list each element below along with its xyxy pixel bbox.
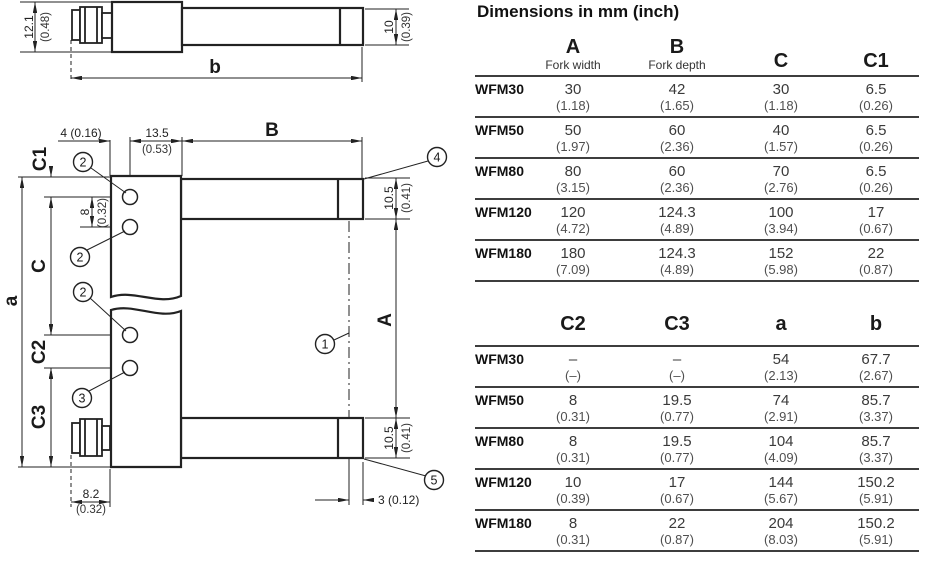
column-header	[625, 36, 729, 76]
value-mm: 144	[768, 474, 794, 491]
value-mm: 70	[772, 163, 790, 180]
dim-C3-label: C3	[29, 404, 50, 430]
dimension-cell	[833, 240, 919, 281]
value-mm: 80	[564, 163, 582, 180]
value-inch: (1.97)	[556, 139, 590, 154]
dim-C1-label: C1	[30, 146, 51, 172]
dimension-cell	[521, 117, 625, 158]
value-mm: 152	[768, 245, 794, 262]
dim-b-label: b	[209, 57, 221, 78]
dimensions-table-upper	[475, 36, 919, 282]
column-header	[625, 313, 729, 346]
value-inch: (5.98)	[764, 262, 798, 277]
value-mm: 85.7	[861, 392, 891, 409]
value-mm: 120	[560, 204, 586, 221]
dimension-cell	[833, 346, 919, 387]
dimension-cell	[521, 158, 625, 199]
column-header	[729, 313, 833, 346]
table-header-row	[475, 313, 919, 346]
value-inch: (3.37)	[859, 409, 893, 424]
column-header	[521, 313, 625, 346]
fork-body	[111, 176, 181, 467]
value-mm: 6.5	[865, 163, 887, 180]
value-inch: (4.72)	[556, 221, 590, 236]
dim-8-inch: (0.32)	[97, 197, 109, 229]
dimension-cell	[625, 469, 729, 510]
value-inch: (1.65)	[660, 98, 694, 113]
model-label: WFM80	[475, 428, 521, 469]
dimension-cell	[521, 469, 625, 510]
dimension-cell	[625, 428, 729, 469]
dim-13-5-inch: (0.53)	[141, 144, 173, 156]
value-mm: 6.5	[865, 122, 887, 139]
dimension-cell	[521, 428, 625, 469]
dim-12-1-inch: (0.48)	[40, 11, 52, 43]
value-inch: (7.09)	[556, 262, 590, 277]
dimension-cell	[729, 510, 833, 551]
dim-10-5-bottom-mm: 10.5	[382, 426, 396, 450]
value-mm: 10	[564, 474, 582, 491]
value-mm: 6.5	[865, 81, 887, 98]
dimension-cell	[729, 346, 833, 387]
column-header-label: C2	[560, 313, 586, 335]
value-inch: (0.87)	[859, 262, 893, 277]
dimension-cell	[729, 428, 833, 469]
dim-a-label: a	[1, 295, 22, 307]
value-mm: 8	[568, 392, 578, 409]
value-inch: (0.31)	[556, 450, 590, 465]
value-inch: (1.57)	[764, 139, 798, 154]
value-inch: (2.13)	[764, 368, 798, 383]
dim-10-mm: 10	[382, 20, 396, 34]
column-header-label: A	[565, 36, 581, 58]
column-header-label: C1	[863, 50, 889, 72]
dimension-cell	[521, 240, 625, 281]
value-inch: (0.31)	[556, 409, 590, 424]
connector-front	[72, 419, 110, 456]
callout-2-bottom: 2	[79, 285, 87, 300]
value-mm: 19.5	[662, 392, 692, 409]
dim-10-inch: (0.39)	[401, 11, 413, 43]
table-row	[475, 510, 919, 551]
column-header-label: C	[773, 50, 789, 72]
table-row	[475, 117, 919, 158]
dimension-cell	[625, 199, 729, 240]
dimension-cell	[625, 510, 729, 551]
connector-side	[72, 7, 112, 43]
column-header-label: b	[869, 313, 883, 335]
value-mm: 8	[568, 433, 578, 450]
value-inch: (4.89)	[660, 221, 694, 236]
column-header	[833, 313, 919, 346]
dim-10-5-bottom-inch: (0.41)	[401, 422, 413, 454]
table-row	[475, 428, 919, 469]
value-inch: (5.91)	[859, 491, 893, 506]
value-mm: 17	[867, 204, 885, 221]
value-mm: 204	[768, 515, 794, 532]
dimension-cell	[625, 76, 729, 117]
value-mm: 67.7	[861, 351, 891, 368]
value-inch: (0.31)	[556, 532, 590, 547]
value-inch: (2.91)	[764, 409, 798, 424]
value-inch: (1.18)	[764, 98, 798, 113]
value-inch: (0.26)	[859, 139, 893, 154]
dimension-cell	[625, 158, 729, 199]
value-inch: (–)	[669, 368, 685, 383]
dimension-cell	[833, 428, 919, 469]
column-header-label: C3	[664, 313, 690, 335]
column-header	[729, 36, 833, 76]
dimension-cell	[833, 76, 919, 117]
dimension-cell	[625, 387, 729, 428]
dimensions-table-lower	[475, 313, 919, 552]
dim-13-5-mm: 13.5	[145, 126, 169, 140]
dim-A-label: A	[375, 313, 396, 327]
table-row	[475, 240, 919, 281]
value-mm: 60	[668, 163, 686, 180]
model-label: WFM30	[475, 76, 521, 117]
dimension-cell	[729, 117, 833, 158]
dim-10-5-top-mm: 10.5	[382, 186, 396, 210]
column-header	[521, 36, 625, 76]
column-header-sublabel: Fork depth	[648, 58, 706, 72]
dimension-cell	[521, 510, 625, 551]
value-mm: 8	[568, 515, 578, 532]
dim-B-label: B	[265, 120, 279, 141]
value-inch: (4.09)	[764, 450, 798, 465]
value-inch: (0.26)	[859, 98, 893, 113]
dimension-cell	[625, 117, 729, 158]
dimension-cell	[729, 387, 833, 428]
dim-8-mm: 8	[78, 208, 92, 216]
value-mm: 50	[564, 122, 582, 139]
value-mm: –	[568, 351, 578, 368]
value-inch: (3.15)	[556, 180, 590, 195]
model-label: WFM50	[475, 387, 521, 428]
dimension-cell	[521, 76, 625, 117]
dim-12-1-mm: 12.1	[22, 15, 36, 39]
callout-2-top: 2	[79, 155, 87, 170]
value-mm: 74	[772, 392, 790, 409]
value-inch: (8.03)	[764, 532, 798, 547]
table-row	[475, 76, 919, 117]
dimension-cell	[521, 199, 625, 240]
value-mm: 42	[668, 81, 686, 98]
dim-10-5-top-inch: (0.41)	[401, 182, 413, 214]
dimension-cell	[833, 199, 919, 240]
value-inch: (2.76)	[764, 180, 798, 195]
fork-arms	[181, 179, 363, 458]
column-header	[833, 36, 919, 76]
model-label: WFM180	[475, 240, 521, 281]
value-mm: 150.2	[857, 474, 895, 491]
value-mm: 104	[768, 433, 794, 450]
dim-3-label: 3 (0.12)	[378, 493, 420, 507]
value-mm: 124.3	[658, 245, 696, 262]
value-inch: (0.67)	[660, 491, 694, 506]
dim-4-label: 4 (0.16)	[60, 126, 102, 140]
value-mm: 150.2	[857, 515, 895, 532]
table-row	[475, 158, 919, 199]
dimension-cell	[833, 510, 919, 551]
value-mm: 54	[772, 351, 790, 368]
value-mm: 180	[560, 245, 586, 262]
value-mm: –	[672, 351, 682, 368]
dim-8-2-mm: 8.2	[82, 487, 100, 501]
model-label: WFM120	[475, 199, 521, 240]
value-inch: (3.94)	[764, 221, 798, 236]
dimension-cell	[625, 240, 729, 281]
table-header-row	[475, 36, 919, 76]
value-inch: (5.91)	[859, 532, 893, 547]
model-label: WFM50	[475, 117, 521, 158]
value-inch: (0.67)	[859, 221, 893, 236]
dimension-cell	[833, 469, 919, 510]
value-mm: 22	[668, 515, 686, 532]
value-inch: (0.87)	[660, 532, 694, 547]
value-inch: (2.36)	[660, 180, 694, 195]
dimension-cell	[833, 117, 919, 158]
value-inch: (4.89)	[660, 262, 694, 277]
column-header-label: B	[669, 36, 685, 58]
dimension-cell	[625, 346, 729, 387]
dimension-cell	[521, 387, 625, 428]
dimension-cell	[729, 199, 833, 240]
table-row	[475, 387, 919, 428]
sensor-body-side	[112, 2, 363, 52]
column-header-sublabel: Fork width	[545, 58, 601, 72]
callout-2-mid: 2	[76, 250, 84, 265]
model-label: WFM180	[475, 510, 521, 551]
column-header-label: a	[775, 313, 787, 335]
value-mm: 30	[772, 81, 790, 98]
table-row	[475, 469, 919, 510]
callout-1: 1	[321, 337, 329, 352]
dimension-cell	[729, 76, 833, 117]
callout-3: 3	[78, 391, 86, 406]
dimension-cell	[521, 346, 625, 387]
model-label: WFM120	[475, 469, 521, 510]
dimension-cell	[729, 469, 833, 510]
value-inch: (0.39)	[556, 491, 590, 506]
value-inch: (3.37)	[859, 450, 893, 465]
table-row	[475, 199, 919, 240]
value-inch: (1.18)	[556, 98, 590, 113]
value-inch: (0.77)	[660, 409, 694, 424]
dimension-cell	[833, 387, 919, 428]
value-mm: 85.7	[861, 433, 891, 450]
value-mm: 30	[564, 81, 582, 98]
model-column-header	[475, 36, 521, 76]
callout-5: 5	[430, 473, 438, 488]
value-inch: (5.67)	[764, 491, 798, 506]
value-inch: (2.67)	[859, 368, 893, 383]
value-mm: 22	[867, 245, 885, 262]
table-row	[475, 346, 919, 387]
dimension-cell	[833, 158, 919, 199]
value-mm: 124.3	[658, 204, 696, 221]
value-inch: (2.36)	[660, 139, 694, 154]
dim-C2-label: C2	[29, 339, 50, 365]
dimension-cell	[729, 240, 833, 281]
dim-C-label: C	[29, 259, 50, 273]
value-inch: (0.77)	[660, 450, 694, 465]
value-mm: 40	[772, 122, 790, 139]
value-mm: 60	[668, 122, 686, 139]
callout-4: 4	[433, 150, 441, 165]
value-mm: 17	[668, 474, 686, 491]
dimension-cell	[729, 158, 833, 199]
value-mm: 100	[768, 204, 794, 221]
value-inch: (0.26)	[859, 180, 893, 195]
page-title: Dimensions in mm (inch)	[477, 2, 680, 21]
model-column-header	[475, 313, 521, 346]
model-label: WFM80	[475, 158, 521, 199]
model-label: WFM30	[475, 346, 521, 387]
dim-8-2-inch: (0.32)	[75, 504, 107, 516]
value-mm: 19.5	[662, 433, 692, 450]
value-inch: (–)	[565, 368, 581, 383]
